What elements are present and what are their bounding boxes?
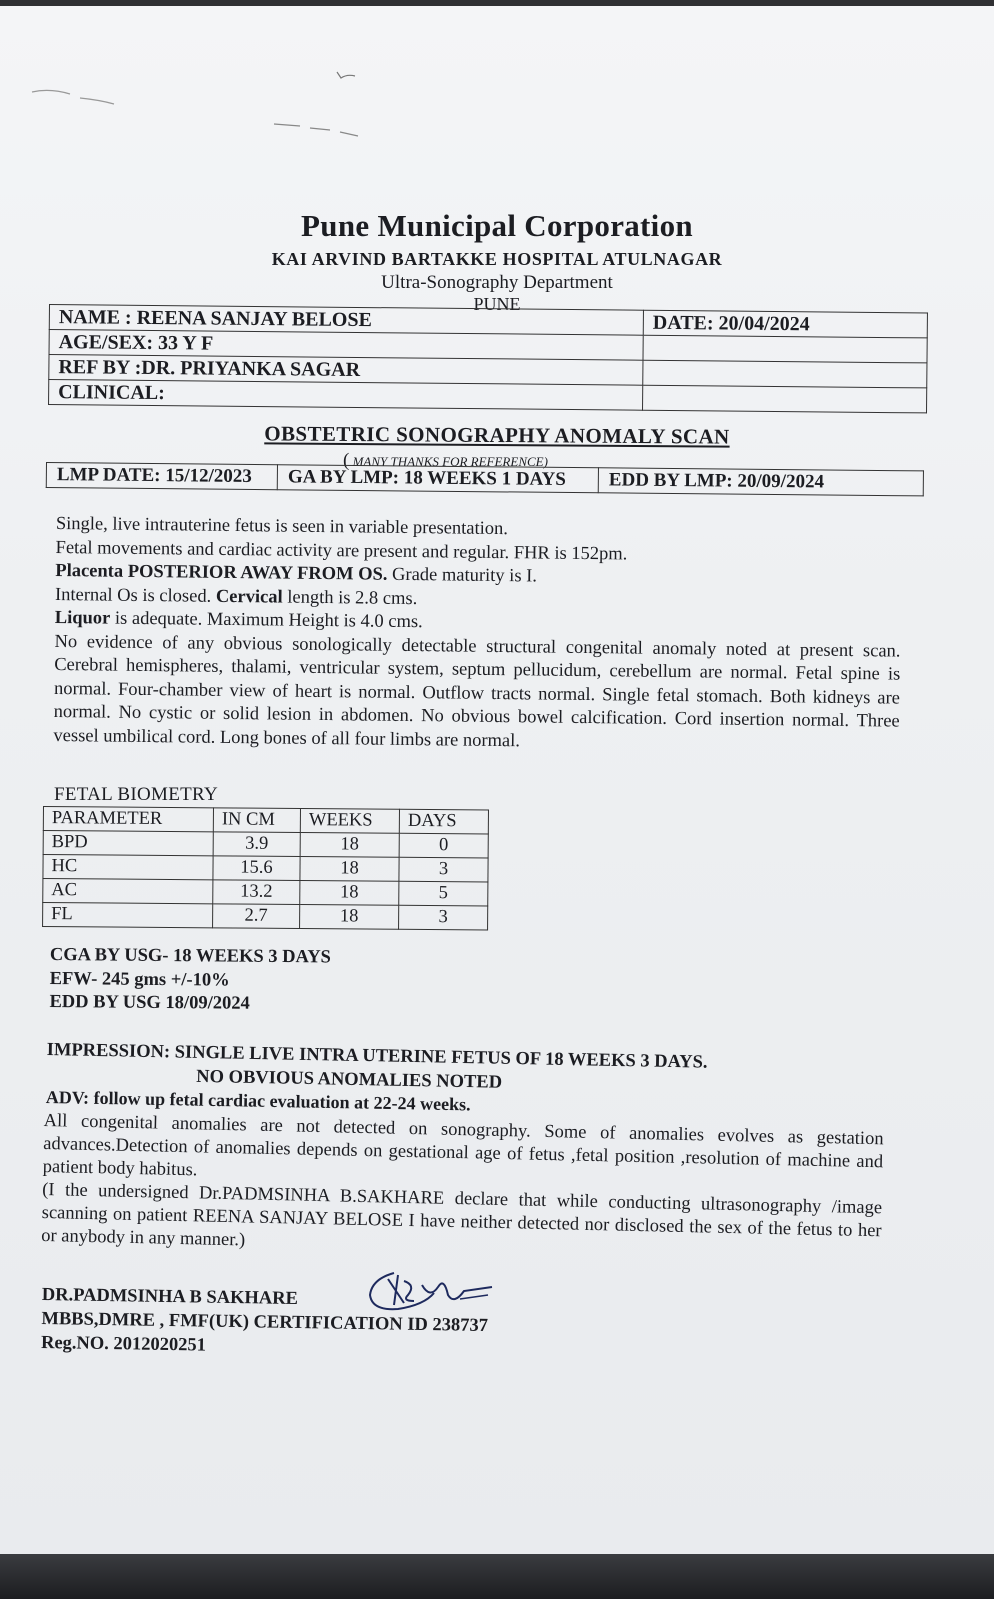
cm-cell: 13.2	[213, 880, 300, 905]
column-header: IN CM	[213, 808, 300, 833]
referring-doctor: REF BY :DR. PRIYANKA SAGAR	[49, 355, 643, 386]
registration-number: Reg.NO. 2012020251	[40, 1332, 207, 1356]
photo-edge-bottom	[0, 1554, 994, 1599]
days-cell: 5	[399, 881, 488, 906]
efw: EFW- 245 gms +/-10%	[49, 968, 230, 991]
pen-mark-decoration	[333, 66, 363, 86]
cga-by-usg: CGA BY USG- 18 WEEKS 3 DAYS	[49, 944, 331, 968]
patient-name: NAME : REENA SANJAY BELOSE	[49, 305, 643, 336]
parameter-cell: HC	[43, 855, 213, 880]
finding-line: Fetal movements and cardiac activity are present and regular. FHR is 152pm.	[55, 537, 628, 564]
organization-title: Pune Municipal Corporation	[301, 208, 693, 243]
weeks-cell: 18	[300, 833, 399, 858]
department-name: Ultra-Sonography Department	[381, 272, 613, 293]
usg-summary	[49, 944, 331, 1017]
empty-cell	[643, 360, 927, 388]
table-row	[43, 903, 488, 930]
clinical-notes: CLINICAL:	[49, 380, 643, 411]
anomaly-note: All congenital anomalies are not detected on sonography. Some of anomalies evolves as gestation advances.Detection of anomalies depends on gestational age of fetus ,fetal position ,resolution of machine and patient body habitus.	[42, 1110, 884, 1181]
table-row	[43, 831, 488, 858]
edd-by-lmp: EDD BY LMP: 20/09/2024	[598, 468, 923, 496]
pcpndt-declaration: (I the undersigned Dr.PADMSINHA B.SAKHARE declare that while conducting ultrasonography /image scanning on patient REENA SANJAY BELOSE I have neither detected nor disclosed the sex of the fetus to her or anybody in any manner.)	[41, 1179, 883, 1251]
weeks-cell: 18	[300, 881, 399, 906]
anomaly-paragraph: No evidence of any obvious sonologically detectable structural congenital anomaly noted at present scan. Cerebral hemispheres, thalami, ventricular system, septum pellucidum, cerebellum are normal. Fetal spine is normal. Four-chamber view of heart is normal. Outflow tracts normal. Single fetal stomach. Both kidneys are normal. No cystic or solid lesion in abdomen. No obvious bowel calcification. Cord insertion normal. Three vessel umbilical cord. Long bones of all four limbs are normal.	[53, 631, 901, 751]
pen-mark-decoration	[270, 110, 390, 140]
biometry-table	[42, 806, 489, 930]
cm-cell: 15.6	[213, 856, 300, 881]
patient-age-sex: AGE/SEX: 33 Y F	[49, 330, 643, 361]
days-cell: 3	[399, 857, 488, 882]
weeks-cell: 18	[300, 905, 399, 930]
hospital-name: KAI ARVIND BARTAKKE HOSPITAL ATULNAGAR	[271, 249, 723, 269]
impression-line: IMPRESSION: SINGLE LIVE INTRA UTERINE FETUS OF 18 WEEKS 3 DAYS.	[46, 1039, 708, 1073]
cm-cell: 2.7	[213, 904, 300, 929]
finding-line: Placenta POSTERIOR AWAY FROM OS. Grade maturity is I.	[55, 560, 538, 587]
impression-line: NO OBVIOUS ANOMALIES NOTED	[196, 1066, 503, 1093]
parameter-cell: BPD	[43, 831, 213, 856]
parameter-cell: FL	[43, 903, 213, 928]
days-cell: 3	[399, 905, 488, 930]
city-name: PUNE	[473, 294, 521, 314]
ga-by-lmp: GA BY LMP: 18 WEEKS 1 DAYS	[277, 465, 598, 493]
thanks-note: ( MANY THANKS FOR REFERENCE)	[343, 450, 548, 471]
weeks-cell: 18	[300, 857, 399, 882]
finding-line: Single, live intrauterine fetus is seen in variable presentation.	[55, 513, 509, 540]
handwritten-signature	[364, 1265, 504, 1321]
doctor-qualification: MBBS,DMRE , FMF(UK) CERTIFICATION ID 238737	[41, 1308, 489, 1337]
parameter-cell: AC	[43, 879, 213, 904]
finding-line: Liquor is adequate. Maximum Height is 4.0 cms.	[54, 607, 423, 633]
biometry-label: FETAL BIOMETRY	[54, 784, 219, 805]
pen-mark-decoration	[30, 82, 130, 112]
doctor-name: DR.PADMSINHA B SAKHARE	[41, 1284, 299, 1310]
column-header: PARAMETER	[43, 807, 213, 832]
advice: ADV: follow up fetal cardiac evaluation at 22-24 weeks.	[45, 1087, 471, 1115]
column-header: WEEKS	[300, 809, 399, 834]
column-header: DAYS	[399, 809, 488, 834]
lmp-date: LMP DATE: 15/12/2023	[46, 463, 277, 490]
scan-title: OBSTETRIC SONOGRAPHY ANOMALY SCAN	[264, 421, 730, 449]
cm-cell: 3.9	[213, 832, 300, 857]
days-cell: 0	[399, 833, 488, 858]
patient-details-table	[48, 304, 928, 413]
finding-line: Internal Os is closed. Cervical length is 2.8 cms.	[54, 584, 418, 609]
findings-section	[53, 513, 902, 758]
empty-cell	[643, 335, 927, 363]
table-row	[43, 879, 488, 906]
report-date: DATE: 20/04/2024	[643, 310, 927, 338]
edd-by-usg: EDD BY USG 18/09/2024	[49, 991, 250, 1014]
disclaimer-section	[41, 1110, 884, 1266]
empty-cell	[643, 385, 927, 413]
table-row	[43, 855, 488, 882]
